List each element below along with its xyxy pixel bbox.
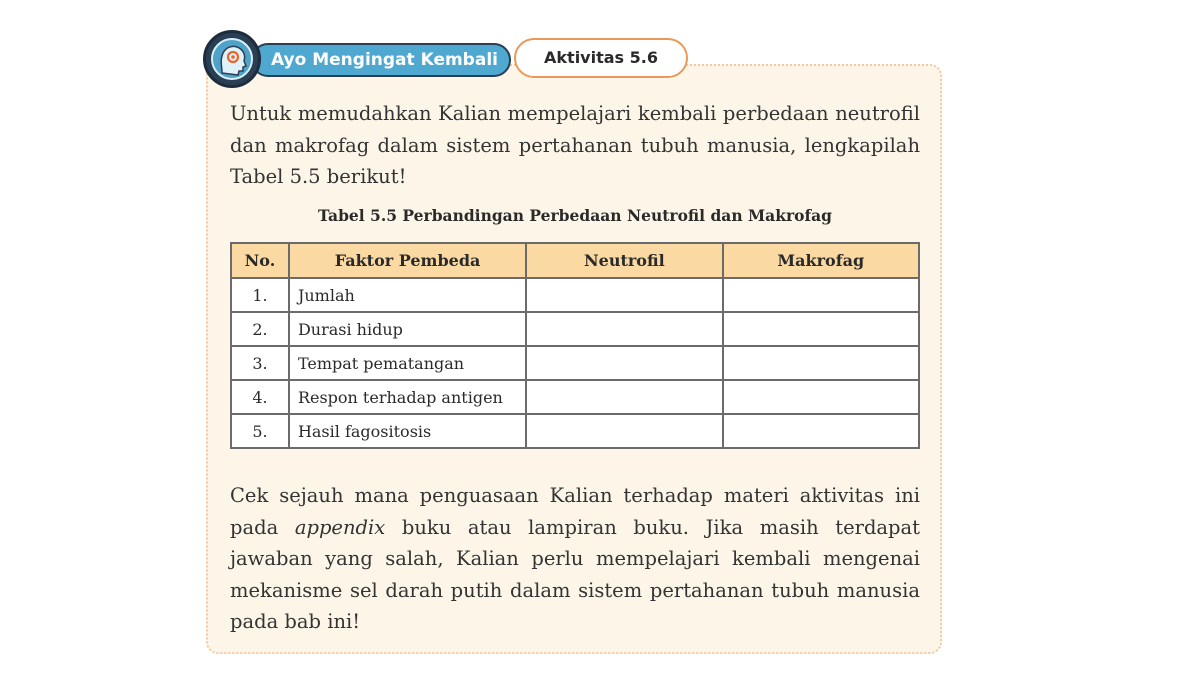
column-header-factor: Faktor Pembeda: [289, 243, 526, 278]
table-row: [231, 346, 919, 380]
section-badge: [203, 30, 513, 88]
row-number: 5.: [231, 414, 289, 448]
comparison-table: [230, 242, 920, 449]
neutrofil-answer-cell[interactable]: [526, 346, 722, 380]
table-header-row: [231, 243, 919, 278]
appendix-emphasis: appendix: [294, 515, 386, 539]
neutrofil-answer-cell[interactable]: [526, 312, 722, 346]
table-row: [231, 312, 919, 346]
table-row: [231, 380, 919, 414]
row-number: 2.: [231, 312, 289, 346]
neutrofil-answer-cell[interactable]: [526, 278, 722, 312]
section-label: Ayo Mengingat Kembali: [251, 43, 511, 77]
row-factor: Tempat pematangan: [289, 346, 526, 380]
makrofag-answer-cell[interactable]: [723, 278, 919, 312]
column-header-no: No.: [231, 243, 289, 278]
row-number: 4.: [231, 380, 289, 414]
makrofag-answer-cell[interactable]: [723, 312, 919, 346]
closing-text-end: buku atau lampiran buku. Jika masih terdapat jawaban yang salah, Kalian perlu mempelajari kembali mengenai mekanisme sel darah putih dalam sistem pertahanan tubuh manusia pada bab ini!: [230, 515, 921, 633]
neutrofil-answer-cell[interactable]: [526, 414, 722, 448]
neutrofil-answer-cell[interactable]: [526, 380, 722, 414]
table-row: [231, 278, 919, 312]
row-factor: Durasi hidup: [289, 312, 526, 346]
row-factor: Respon terhadap antigen: [289, 380, 526, 414]
closing-text-start: Cek sejauh mana penguasaan Kalian terhadap materi aktivitas ini pada: [230, 484, 920, 539]
makrofag-answer-cell[interactable]: [723, 414, 919, 448]
activity-number: Aktivitas 5.6: [514, 38, 688, 78]
row-factor: Hasil fagositosis: [289, 414, 526, 448]
closing-paragraph: [230, 480, 920, 638]
makrofag-answer-cell[interactable]: [723, 380, 919, 414]
head-gear-icon: [203, 30, 261, 88]
makrofag-answer-cell[interactable]: [723, 346, 919, 380]
row-number: 1.: [231, 278, 289, 312]
table-row: [231, 414, 919, 448]
row-factor: Jumlah: [289, 278, 526, 312]
row-number: 3.: [231, 346, 289, 380]
table-title: Tabel 5.5 Perbandingan Perbedaan Neutrofil dan Makrofag: [317, 206, 832, 225]
intro-paragraph: Untuk memudahkan Kalian mempelajari kembali perbedaan neutrofil dan makrofag dalam sistem pertahanan tubuh manusia, lengkapilah Tabel 5.5 berikut!: [230, 102, 920, 188]
column-header-makrofag: Makrofag: [723, 243, 919, 278]
column-header-neutrofil: Neutrofil: [526, 243, 722, 278]
